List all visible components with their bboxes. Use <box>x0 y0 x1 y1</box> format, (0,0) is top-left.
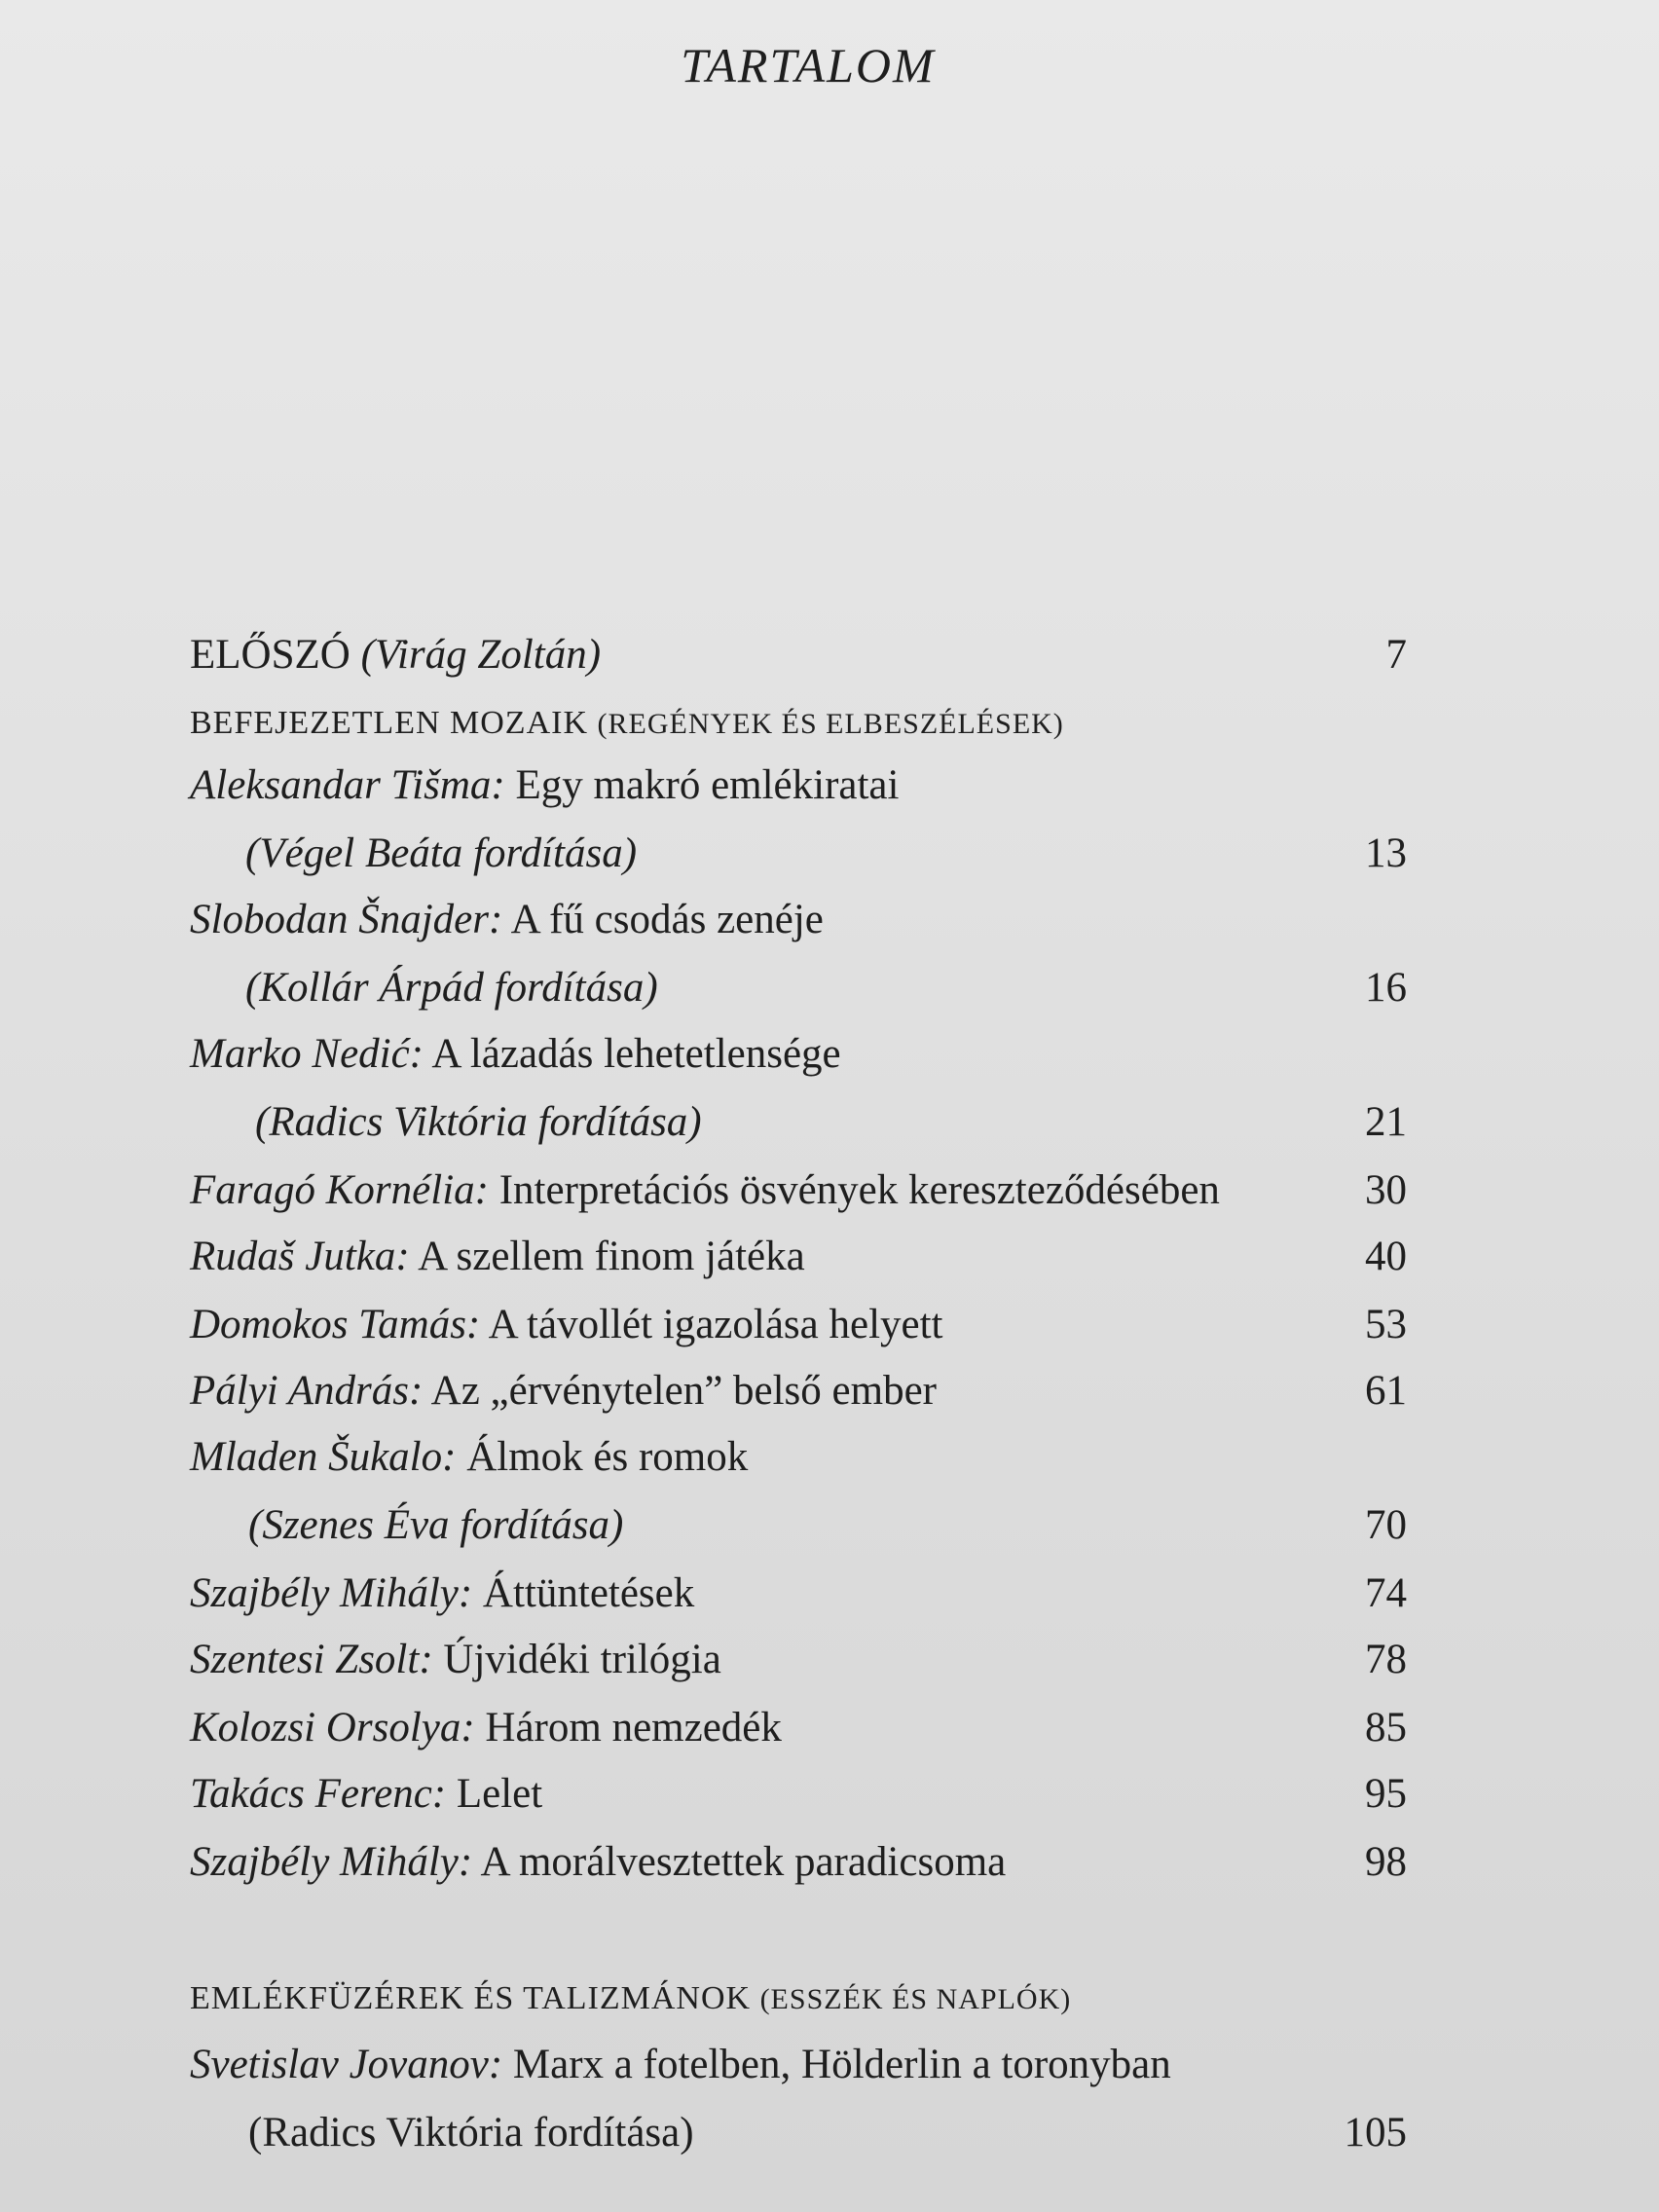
entry-author: Faragó Kornélia: <box>190 1167 489 1213</box>
page-number: 85 <box>1365 1705 1407 1751</box>
toc-entry <box>190 896 1407 954</box>
toc-entry-translator <box>248 2109 1465 2167</box>
entry-work: A távollét igazolása helyett <box>480 1302 943 1347</box>
entry-author: Slobodan Šnajder: <box>190 897 503 942</box>
section-title: EMLÉKFÜZÉREK ÉS TALIZMÁNOK <box>190 1980 752 2016</box>
entry-author: Aleksandar Tišma: <box>190 762 505 808</box>
entry-author: Rudaš Jutka: <box>190 1234 410 1279</box>
page-number: 98 <box>1365 1839 1407 1885</box>
page-number: 74 <box>1365 1570 1407 1616</box>
entry-work: Álmok és romok <box>456 1434 749 1480</box>
section-subtitle: (ESSZÉK ÉS NAPLÓK) <box>759 1983 1072 2015</box>
entry-author: Szajbély Mihály: <box>190 1570 473 1616</box>
page-number: 105 <box>1344 2110 1407 2156</box>
toc-entry-translator <box>255 1098 1472 1157</box>
section-title: BEFEJEZETLEN MOZAIK <box>190 705 589 741</box>
entry-work: Interpretációs ösvények kereszteződésében <box>488 1167 1220 1213</box>
page-number: 7 <box>1385 632 1407 678</box>
entry-note: (Radics Viktória fordítása) <box>248 2110 694 2156</box>
toc-entry <box>190 1636 1407 1694</box>
toc-entry-translator <box>245 964 1462 1022</box>
entry-author: Domokos Tamás: <box>190 1302 481 1347</box>
entry-note: (Kollár Árpád fordítása) <box>245 965 658 1011</box>
page-number: 70 <box>1365 1502 1407 1548</box>
entry-note: (Virág Zoltán) <box>360 632 602 678</box>
page-title: TARTALOM <box>681 38 936 92</box>
entry-work: A fű csodás zenéje <box>502 897 824 942</box>
entry-heading: ELŐSZÓ <box>190 632 350 678</box>
toc-entry-translator <box>248 1501 1465 1560</box>
entry-work: Marx a fotelben, Hölderlin a toronyban <box>502 2042 1171 2087</box>
toc-entry <box>190 1166 1407 1225</box>
toc-entry <box>190 1433 1407 1492</box>
entry-work: A lázadás lehetetlensége <box>424 1031 841 1077</box>
section-subtitle: (REGÉNYEK ÉS ELBESZÉLÉSEK) <box>597 708 1064 740</box>
toc-entry-preface <box>190 631 1407 689</box>
entry-work: Lelet <box>446 1771 543 1817</box>
toc-entry <box>190 2041 1407 2099</box>
toc-entry <box>190 1569 1407 1628</box>
section-heading <box>190 1980 1407 2039</box>
entry-author: Pályi András: <box>190 1368 424 1414</box>
entry-work: A morálvesztettek paradicsoma <box>472 1839 1007 1885</box>
entry-author: Szajbély Mihály: <box>190 1839 473 1885</box>
page-number: 13 <box>1365 830 1407 876</box>
entry-note: (Szenes Éva fordítása) <box>248 1502 624 1548</box>
page-number: 53 <box>1365 1302 1407 1347</box>
toc-entry <box>190 1301 1407 1359</box>
toc-entry-translator <box>245 830 1462 888</box>
toc-entry <box>190 761 1407 820</box>
entry-work: A szellem finom játéka <box>409 1234 805 1279</box>
entry-work: Az „érvénytelen” belső ember <box>423 1368 937 1414</box>
entry-author: Mladen Šukalo: <box>190 1434 457 1480</box>
toc-entry <box>190 1367 1407 1425</box>
entry-work: Újvidéki trilógia <box>432 1637 721 1682</box>
page-number: 78 <box>1365 1637 1407 1682</box>
entry-note: (Végel Beáta fordítása) <box>245 830 638 876</box>
entry-work: Áttüntetések <box>472 1570 695 1616</box>
toc-entry <box>190 1838 1407 1897</box>
page-number: 95 <box>1365 1771 1407 1817</box>
section-heading <box>190 705 1407 763</box>
entry-note: (Radics Viktória fordítása) <box>255 1099 702 1145</box>
entry-author: Marko Nedić: <box>190 1031 424 1077</box>
toc-entry <box>190 1704 1407 1762</box>
entry-author: Takács Ferenc: <box>190 1771 447 1817</box>
entry-author: Svetislav Jovanov: <box>190 2042 503 2087</box>
page-number: 40 <box>1365 1234 1407 1279</box>
toc-entry <box>190 1233 1407 1291</box>
page-number: 61 <box>1365 1368 1407 1414</box>
entry-work: Egy makró emlékiratai <box>504 762 900 808</box>
page-number: 21 <box>1365 1099 1407 1145</box>
page-number: 30 <box>1365 1167 1407 1213</box>
entry-author: Szentesi Zsolt: <box>190 1637 433 1682</box>
entry-author: Kolozsi Orsolya: <box>190 1705 475 1751</box>
page-number: 16 <box>1365 965 1407 1011</box>
entry-work: Három nemzedék <box>474 1705 782 1751</box>
toc-entry <box>190 1030 1407 1088</box>
toc-entry <box>190 1770 1407 1828</box>
